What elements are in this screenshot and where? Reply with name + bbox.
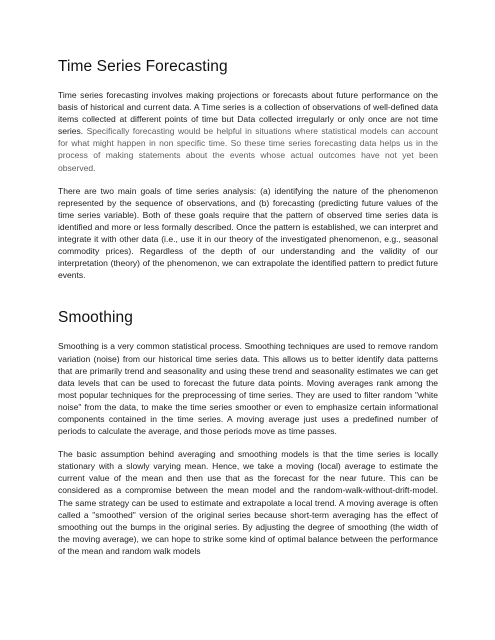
paragraph-definition <box>58 89 438 174</box>
document-page <box>58 58 438 568</box>
paragraph-definition-main: Time series forecasting involves making projections or forecasts about future performance on the basis of historical and current data. A Time series is a collection of observations of well-defined data items collected at different points of time but Data collected irregularly or only once are not time series. <box>58 90 438 137</box>
section-title-smoothing: Smoothing <box>58 309 134 327</box>
paragraph-smoothing-assumption: The basic assumption behind averaging and smoothing models is that the time series is locally stationary with a slowly varying mean. Hence, we take a moving (local) average to estimate the current value of the mean and then use that as the forecast for the near future. This can be considered as a compromise between the mean model and the random-walk-without-drift-model. The same strategy can be used to estimate and extrapolate a local trend. A moving average is often called a "smoothed" version of the original series because short-term averaging has the effect of smoothing out the bumps in the original series. By adjusting the degree of smoothing (the width of the moving average), we can hope to strike some kind of optimal balance between the performance of the mean and random walk models <box>58 449 438 556</box>
paragraph-goals: There are two main goals of time series analysis: (a) identifying the nature of the phenomenon represented by the sequence of observations, and (b) forecasting (predicting future values of the time series variable). Both of these goals require that the pattern of observed time series data is identified and more or less formally described. Once the pattern is established, we can interpret and integrate it with other data (i.e., use it in our theory of the investigated phenomenon, e.g., seasonal commodity prices). Regardless of the depth of our understanding and the validity of our interpretation (theory) of the phenomenon, we can extrapolate the identified pattern to predict future events. <box>58 185 438 281</box>
paragraph-smoothing-intro: Smoothing is a very common statistical process. Smoothing techniques are used to remove random variation (noise) from our historical time series data. This allows us to better identify data patterns that are primarily trend and seasonality and using these trend and seasonality estimates we can get data levels that can be used to forecast the future data points. Moving averages rank among the most popular techniques for the preprocessing of time series. They are used to filter random "white noise" from the data, to make the time series smoother or even to emphasize certain informational components contained in the time series. A moving average just uses a predefined number of periods to calculate the average, and those periods move as time passes. <box>58 341 438 437</box>
paragraph-definition-gray: Specifically forecasting would be helpful in situations where statistical models can account for what might happen in non specific time. So these time series forecasting data helps us in the process of making statements about the events whose actual outcomes have not yet been observed. <box>58 126 439 173</box>
section-title-time-series-forecasting: Time Series Forecasting <box>58 58 228 75</box>
